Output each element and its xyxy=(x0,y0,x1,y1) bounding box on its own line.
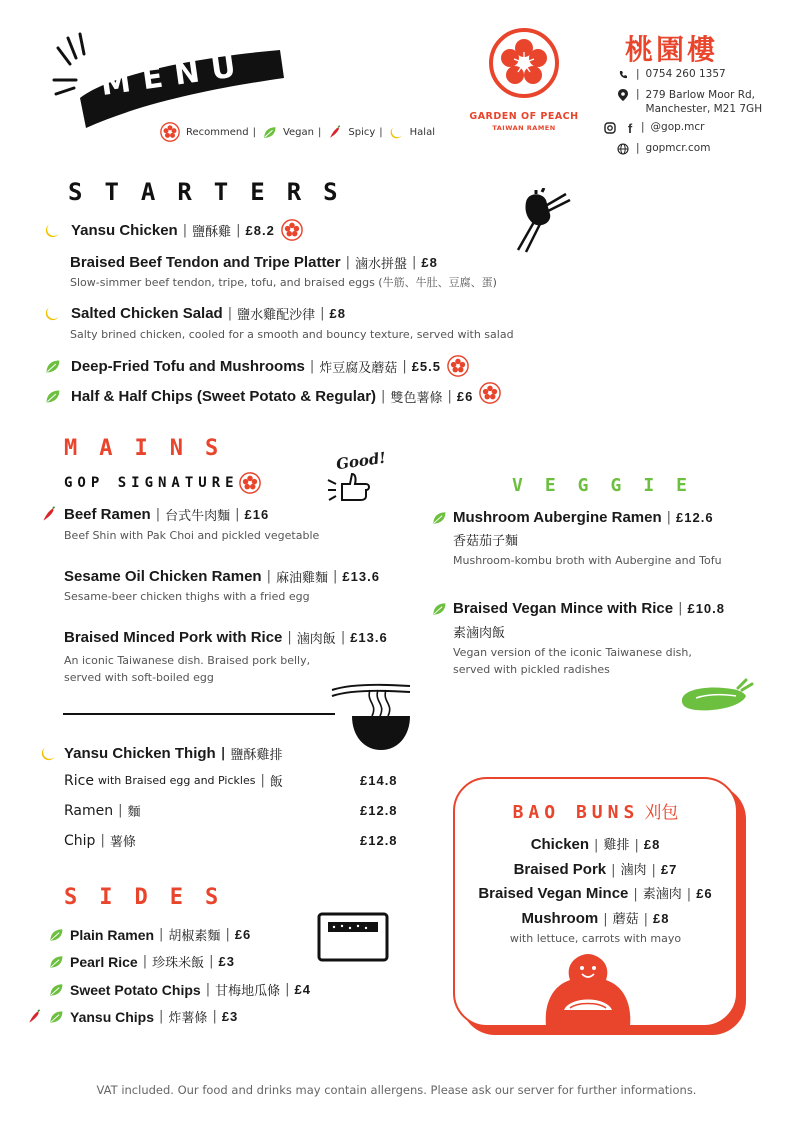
thigh-option-row: Chip | 薯條 £12.8 xyxy=(64,832,398,850)
thigh-option-row: Rice with Braised egg and Pickles | 飯 £14.8 xyxy=(64,772,398,790)
address-line-2: Manchester, M21 7GH xyxy=(645,103,763,115)
item-chinese-name: 素滷肉飯 xyxy=(453,626,506,641)
item-name: Yansu Chicken xyxy=(71,221,178,239)
option-chinese-name: 飯 xyxy=(269,775,283,790)
brand-subtitle: TAIWAN RAMEN xyxy=(492,124,556,132)
option-name: Ramen xyxy=(64,802,114,819)
item-price: £8.2 xyxy=(245,222,275,238)
mains-item: Beef Ramen | 台式牛肉麵 | £16 xyxy=(40,505,269,524)
halal-moon-icon xyxy=(389,125,404,140)
halal-moon-icon xyxy=(44,305,61,322)
brand-chinese-name: 桃園樓 xyxy=(625,33,719,66)
option-price: £14.8 xyxy=(360,773,398,788)
item-chinese-name: 蘑菇 xyxy=(612,912,639,927)
bao-title-chinese: 刈包 xyxy=(644,803,679,823)
item-price: £6 xyxy=(696,886,713,901)
item-price: £13.6 xyxy=(342,569,380,584)
bao-item: Chicken | 雞排 | £8 xyxy=(530,836,661,853)
spicy-chili-icon xyxy=(40,506,57,523)
recommend-flower-icon xyxy=(239,472,261,494)
item-description: An iconic Taiwanese dish. Braised pork belly, xyxy=(64,654,311,667)
starter-item: Braised Beef Tendon and Tripe Platter | 滷水拼盤 | £8 xyxy=(70,254,438,272)
item-chinese-name: 素滷肉 xyxy=(642,887,682,902)
vegan-leaf-icon xyxy=(431,510,447,526)
recommend-flower-icon xyxy=(281,219,303,241)
legend-label-spicy: Spicy xyxy=(348,126,376,138)
item-name: Chicken xyxy=(530,836,590,853)
chopsticks-hand-illustration-icon xyxy=(512,188,572,254)
website-link[interactable]: gopmcr.com xyxy=(645,142,711,154)
item-price: £6 xyxy=(456,389,474,404)
item-price: £8 xyxy=(421,255,438,270)
vegan-leaf-icon xyxy=(431,601,447,617)
item-name: Yansu Chips xyxy=(70,1008,155,1025)
item-description: Slow-simmer beef tendon, tripe, tofu, and braised eggs (牛筋、牛肚、豆腐、蛋) xyxy=(70,276,497,289)
yansu-thigh-heading: Yansu Chicken Thigh | 鹽酥雞排 xyxy=(40,744,282,763)
globe-icon xyxy=(616,142,630,156)
brand-logo xyxy=(489,28,559,98)
sides-item: Plain Ramen | 胡椒素麵 | £6 xyxy=(48,925,251,944)
dietary-legend xyxy=(160,122,439,142)
bao-item: Braised Vegan Mince | 素滷肉 | £6 xyxy=(478,885,713,902)
item-description: served with soft-boiled egg xyxy=(64,671,214,684)
item-name: Braised Pork xyxy=(513,861,607,878)
item-price: £12.6 xyxy=(676,510,714,525)
item-chinese-name: 鹽酥雞 xyxy=(192,224,232,240)
item-description: Salty brined chicken, cooled for a smooth and bouncy texture, served with salad xyxy=(70,328,514,341)
contact-phone[interactable]: | 0754 260 1357 xyxy=(616,68,726,82)
item-price: £13.6 xyxy=(350,630,388,645)
item-name: Braised Vegan Mince xyxy=(478,885,629,902)
vegan-leaf-icon xyxy=(48,927,64,943)
item-chinese-name: 雞排 xyxy=(603,838,630,853)
item-chinese-name: 胡椒素麵 xyxy=(168,929,221,944)
legend-label-vegan: Vegan xyxy=(282,126,314,138)
noodle-bowl-illustration-icon xyxy=(330,680,414,754)
halal-moon-icon xyxy=(40,745,57,762)
rice-box-illustration-icon xyxy=(316,910,392,964)
legend-sep: | xyxy=(252,126,256,138)
option-name: Rice xyxy=(64,772,94,789)
sides-item: Yansu Chips | 炸薯條 | £3 xyxy=(26,1007,238,1026)
item-name: Salted Chicken Salad xyxy=(71,305,223,322)
item-description: served with pickled radishes xyxy=(453,663,610,676)
item-price: £7 xyxy=(660,862,678,877)
peach-blossom-logo-icon xyxy=(493,32,555,94)
item-chinese-name: 麻油雞麵 xyxy=(275,571,328,586)
option-name: Chip xyxy=(64,832,96,849)
veggie-title: VEGGIE xyxy=(512,475,710,496)
item-name: Mushroom Aubergine Ramen xyxy=(453,509,662,526)
item-price: £3 xyxy=(218,954,235,969)
brand-name: GARDEN OF PEACH xyxy=(469,111,579,122)
item-name: Half & Half Chips (Sweet Potato & Regular) xyxy=(71,388,377,405)
sides-item: Sweet Potato Chips | 甘梅地瓜條 | £4 xyxy=(48,980,311,999)
vegan-leaf-icon xyxy=(48,982,64,998)
thigh-option-row: Ramen | 麵 £12.8 xyxy=(64,802,398,820)
item-name: Yansu Chicken Thigh xyxy=(64,745,216,762)
mains-item: Sesame Oil Chicken Ramen | 麻油雞麵 | £13.6 xyxy=(64,568,380,586)
good-doodle-text: Good! xyxy=(334,448,387,474)
legend-sep: | xyxy=(318,126,322,138)
location-pin-icon xyxy=(616,88,630,102)
item-name: Braised Beef Tendon and Tripe Platter xyxy=(70,254,341,271)
spicy-chili-icon xyxy=(327,125,342,140)
bao-title-row xyxy=(453,798,738,823)
item-price: £10.8 xyxy=(687,601,726,616)
mains-title: MAINS xyxy=(64,436,241,461)
contact-address: | 279 Barlow Moor Rd, Manchester, M21 7GH xyxy=(616,88,762,116)
option-extra: with Braised egg and Pickles xyxy=(97,774,256,787)
item-name: Sesame Oil Chicken Ramen xyxy=(64,568,262,585)
item-chinese-name: 台式牛肉麵 xyxy=(165,509,231,524)
thumbs-up-doodle-icon xyxy=(326,470,376,504)
item-description: Vegan version of the iconic Taiwanese dish, xyxy=(453,646,692,659)
starter-item: Half & Half Chips (Sweet Potato & Regular) | 雙色薯條 | £6 xyxy=(44,387,501,406)
item-price: £6 xyxy=(234,927,252,942)
vegan-leaf-icon xyxy=(48,954,64,970)
phone-number[interactable]: 0754 260 1357 xyxy=(645,68,726,80)
item-name: Braised Minced Pork with Rice xyxy=(64,629,283,646)
item-name: Sweet Potato Chips xyxy=(70,981,201,998)
section-divider xyxy=(63,713,335,715)
item-description: Mushroom-kombu broth with Aubergine and Tofu xyxy=(453,554,722,567)
item-chinese-name: 滷水拼盤 xyxy=(355,257,408,272)
item-chinese-name: 珍珠米飯 xyxy=(152,956,205,971)
veggie-item: Braised Vegan Mince with Rice | £10.8 xyxy=(431,600,725,617)
legend-label-recommend: Recommend xyxy=(186,126,249,138)
legend-label-halal: Halal xyxy=(409,126,435,138)
starter-item: Deep-Fried Tofu and Mushrooms | 炸豆腐及蘑菇 | £5.5 xyxy=(44,355,469,377)
item-chinese-name: 滷肉飯 xyxy=(296,632,336,647)
instagram-icon[interactable] xyxy=(603,121,617,135)
starter-item: Salted Chicken Salad | 鹽水雞配沙律 | £8 xyxy=(44,304,346,323)
bao-item: Braised Pork | 滷肉 | £7 xyxy=(513,861,678,878)
phone-icon xyxy=(616,68,630,82)
item-chinese-name: 炸薯條 xyxy=(168,1011,208,1026)
item-chinese-name: 鹽酥雞排 xyxy=(230,748,283,763)
vegan-leaf-icon xyxy=(44,358,61,375)
item-name: Plain Ramen xyxy=(70,926,155,943)
item-price: £8 xyxy=(653,911,670,926)
address-line-1: 279 Barlow Moor Rd, xyxy=(645,89,756,101)
item-price: £16 xyxy=(244,507,270,522)
spicy-chili-icon xyxy=(26,1009,42,1025)
recommend-flower-icon xyxy=(479,382,501,404)
item-price: £8 xyxy=(643,837,661,852)
starters-title: STARTERS xyxy=(68,178,360,206)
contact-website[interactable]: | gopmcr.com xyxy=(616,142,710,156)
sides-item: Pearl Rice | 珍珠米飯 | £3 xyxy=(48,952,235,971)
item-chinese-name: 滷肉 xyxy=(620,863,647,878)
item-price: £8 xyxy=(329,306,346,321)
option-chinese-name: 薯條 xyxy=(109,835,136,850)
menu-banner-title: MENU xyxy=(98,47,250,104)
item-chinese-name: 雙色薯條 xyxy=(390,391,443,406)
recommend-flower-icon xyxy=(160,122,180,142)
item-chinese-name: 甘梅地瓜條 xyxy=(215,984,281,999)
item-name: Pearl Rice xyxy=(70,953,138,970)
bao-title: BAO BUNS xyxy=(512,802,640,823)
mains-item: Braised Minced Pork with Rice | 滷肉飯 | £13.6 xyxy=(64,629,388,647)
item-description: Sesame-beer chicken thighs with a fried egg xyxy=(64,590,310,603)
option-price: £12.8 xyxy=(360,803,398,818)
item-chinese-name: 炸豆腐及蘑菇 xyxy=(319,360,398,376)
veggie-item: Mushroom Aubergine Ramen | £12.6 xyxy=(431,509,714,526)
item-chinese-name: 鹽水雞配沙律 xyxy=(237,308,316,323)
legend-sep: | xyxy=(379,126,383,138)
option-chinese-name: 麵 xyxy=(127,805,141,820)
item-description: Beef Shin with Pak Choi and pickled vegetable xyxy=(64,529,320,542)
starter-item: Yansu Chicken | 鹽酥雞 | £8.2 xyxy=(44,219,303,241)
item-chinese-name: 香菇茄子麵 xyxy=(453,534,519,549)
item-price: £5.5 xyxy=(411,358,442,374)
item-name: Mushroom xyxy=(521,910,599,927)
vegan-leaf-icon xyxy=(48,1009,64,1025)
vegan-leaf-icon xyxy=(262,125,277,140)
bao-item: Mushroom | 蘑菇 | £8 xyxy=(521,910,670,927)
item-name: Beef Ramen xyxy=(64,506,151,523)
contact-social[interactable]: f | @gop.mcr xyxy=(603,121,704,135)
social-handle[interactable]: @gop.mcr xyxy=(650,121,705,133)
facebook-icon[interactable]: f xyxy=(627,120,633,136)
item-name: Braised Vegan Mince with Rice xyxy=(453,600,674,617)
gop-signature-heading xyxy=(64,472,261,494)
vegan-leaf-icon xyxy=(44,388,61,405)
bao-note: with lettuce, carrots with mayo xyxy=(509,932,682,945)
vegetable-illustration-icon xyxy=(676,676,754,716)
item-price: £3 xyxy=(221,1009,239,1024)
halal-moon-icon xyxy=(44,222,61,239)
sides-title: SIDES xyxy=(64,885,241,910)
option-price: £12.8 xyxy=(360,833,398,848)
allergen-footer: VAT included. Our food and drinks may contain allergens. Please ask our server for further informations. xyxy=(96,1083,697,1097)
item-name: Deep-Fried Tofu and Mushrooms xyxy=(71,357,305,375)
bao-mascot-illustration-icon xyxy=(540,952,636,1026)
recommend-flower-icon xyxy=(447,355,469,377)
item-price: £4 xyxy=(294,982,311,997)
signature-title: GOP SIGNATURE xyxy=(64,475,239,491)
